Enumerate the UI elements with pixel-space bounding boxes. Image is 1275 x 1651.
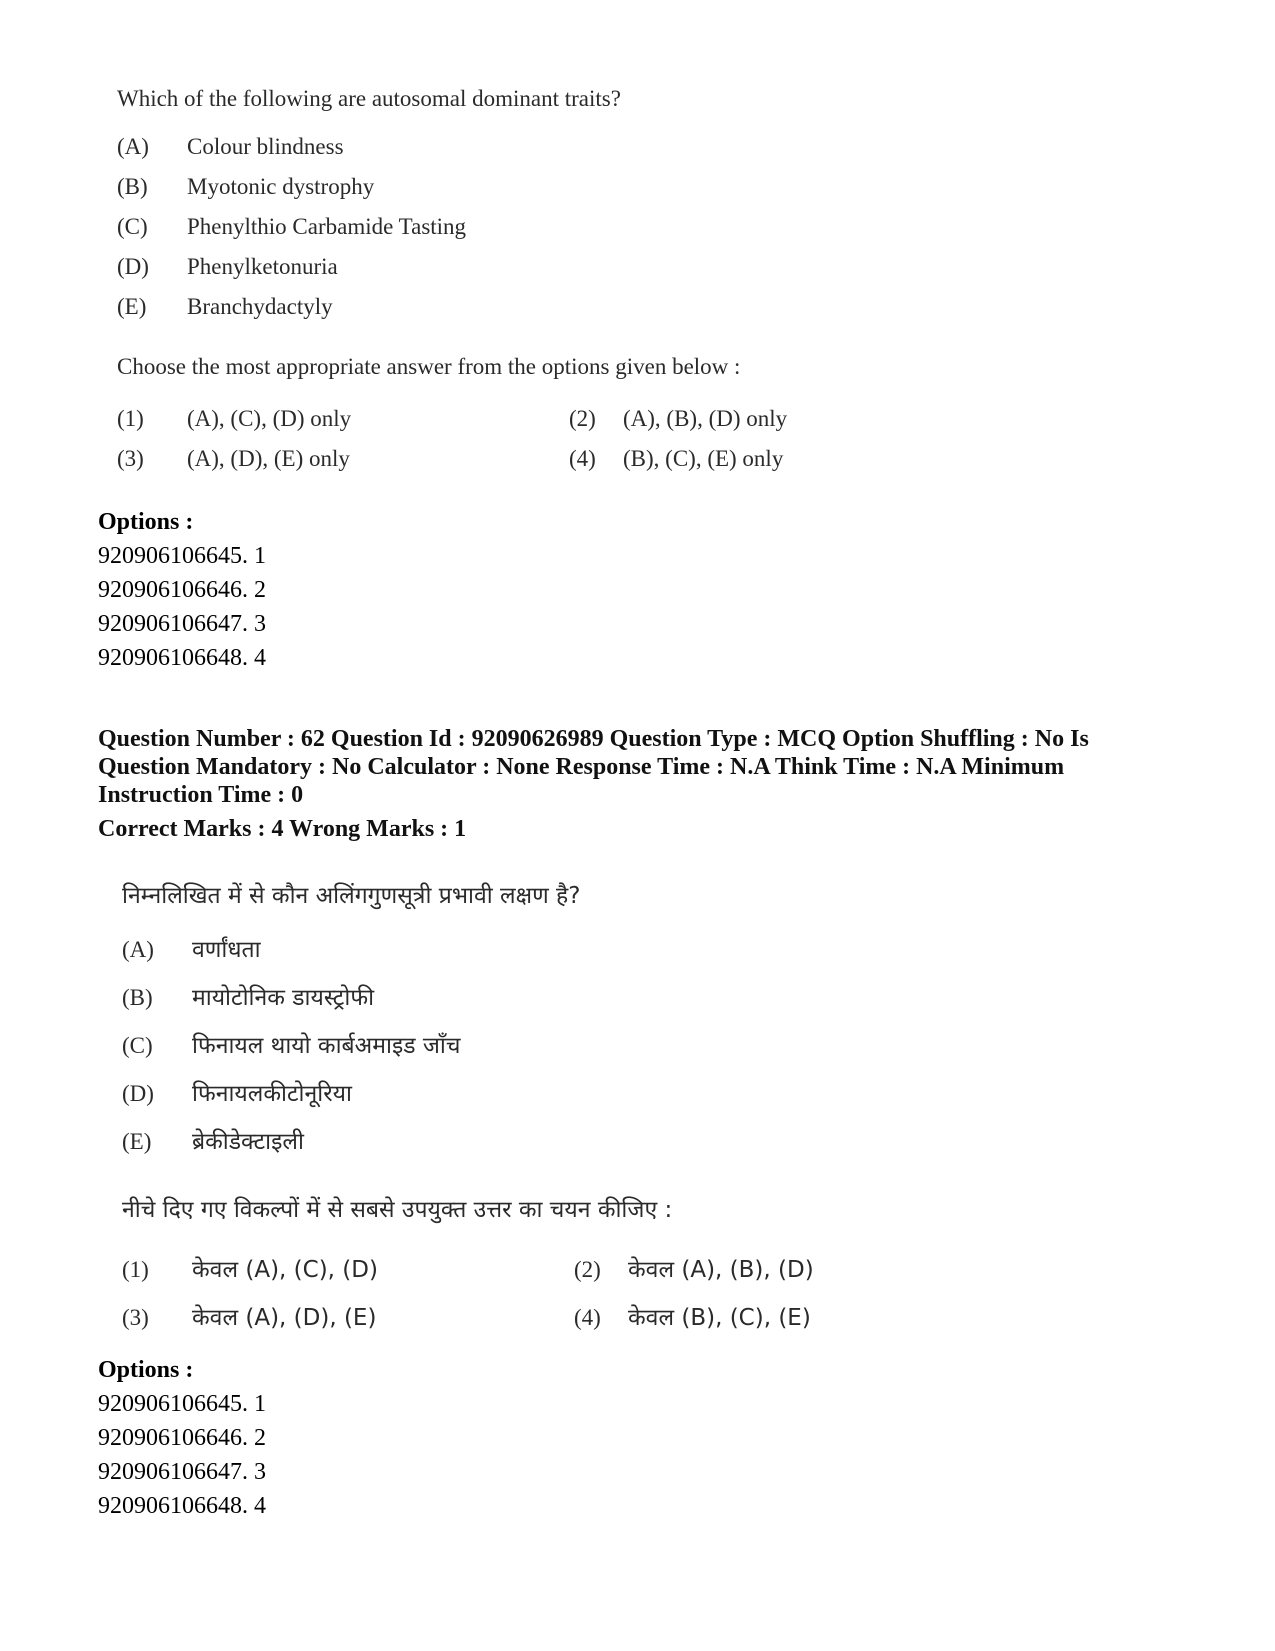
choose-instruction: नीचे दिए गए विकल्पों में से सबसे उपयुक्त उत्तर का चयन कीजिए : (122, 1197, 673, 1223)
answer-choice-1 (117, 406, 351, 432)
statement-label: (C) (117, 214, 148, 239)
answer-label: (1) (122, 1257, 149, 1282)
option-id-1: 920906106645. 1 (98, 1391, 266, 1417)
answer-choice-3 (122, 1300, 376, 1332)
answer-choice-4 (574, 1300, 811, 1332)
answer-choice-2 (574, 1252, 814, 1284)
statement-d (122, 1076, 352, 1108)
answer-text: केवल (A), (D), (E) (192, 1305, 377, 1331)
question-stem: Which of the following are autosomal dominant traits? (117, 86, 621, 111)
option-id-3: 920906106647. 3 (98, 611, 266, 637)
question-62-meta (98, 725, 1178, 843)
statement-text: फिनायलकीटोनूरिया (192, 1081, 352, 1107)
statement-text: ब्रेकीडेक्टाइली (192, 1129, 304, 1155)
marks-line: Correct Marks : 4 Wrong Marks : 1 (98, 816, 467, 842)
answer-text: (A), (C), (D) only (187, 406, 352, 431)
answer-text: केवल (B), (C), (E) (628, 1305, 811, 1331)
statement-label: (C) (122, 1033, 153, 1058)
statement-text: Myotonic dystrophy (187, 174, 375, 199)
answer-choice-4 (569, 446, 783, 472)
statement-a (117, 134, 344, 160)
option-id-4: 920906106648. 4 (98, 645, 266, 671)
statement-text: Phenylthio Carbamide Tasting (187, 214, 467, 239)
answer-label: (1) (117, 406, 144, 431)
answer-choice-2 (569, 406, 787, 432)
statement-label: (A) (122, 937, 154, 962)
answer-label: (3) (117, 446, 144, 471)
options-list-q62 (98, 1353, 266, 1523)
statement-text: फिनायल थायो कार्बअमाइड जाँच (192, 1033, 461, 1059)
answer-text: केवल (A), (C), (D) (192, 1257, 378, 1283)
question-stem: निम्नलिखित में से कौन अलिंगगुणसूत्री प्रभावी लक्षण है? (122, 883, 581, 909)
question-meta-line: Question Number : 62 Question Id : 92090626989 Question Type : MCQ Option Shuffling : No Is Question Mandatory : No Calculator : None Response Time : N.A Think Time : N.A Minimum Instruction Time : 0 (98, 726, 1089, 808)
statement-label: (B) (122, 985, 153, 1010)
statement-e (122, 1124, 304, 1156)
statement-b (122, 980, 374, 1012)
statement-label: (A) (117, 134, 149, 159)
answer-text: (A), (B), (D) only (623, 406, 788, 431)
option-id-2: 920906106646. 2 (98, 577, 266, 603)
answer-label: (4) (569, 446, 596, 471)
statement-label: (E) (117, 294, 147, 319)
statement-text: मायोटोनिक डायस्ट्रोफी (192, 985, 375, 1011)
answer-label: (2) (574, 1257, 601, 1282)
statement-b (117, 174, 374, 200)
statement-c (117, 214, 466, 240)
statement-text: वर्णांधता (192, 937, 261, 963)
statement-text: Phenylketonuria (187, 254, 338, 279)
statement-label: (D) (117, 254, 149, 279)
statement-label: (B) (117, 174, 148, 199)
option-id-4: 920906106648. 4 (98, 1493, 266, 1519)
statement-text: Branchydactyly (187, 294, 333, 319)
statement-label: (D) (122, 1081, 154, 1106)
option-id-3: 920906106647. 3 (98, 1459, 266, 1485)
answer-text: केवल (A), (B), (D) (628, 1257, 814, 1283)
statement-c (122, 1028, 461, 1060)
answer-text: (B), (C), (E) only (623, 446, 784, 471)
choose-instruction: Choose the most appropriate answer from the options given below : (117, 354, 741, 379)
option-id-1: 920906106645. 1 (98, 543, 266, 569)
answer-text: (A), (D), (E) only (187, 446, 350, 471)
answer-label: (2) (569, 406, 596, 431)
answer-label: (4) (574, 1305, 601, 1330)
statement-text: Colour blindness (187, 134, 344, 159)
answer-label: (3) (122, 1305, 149, 1330)
statement-label: (E) (122, 1129, 152, 1154)
answer-choice-3 (117, 446, 350, 472)
statement-d (117, 254, 338, 280)
answer-choice-1 (122, 1252, 378, 1284)
option-id-2: 920906106646. 2 (98, 1425, 266, 1451)
options-heading: Options : (98, 1357, 194, 1383)
options-heading: Options : (98, 509, 194, 535)
options-list-q61 (98, 505, 266, 675)
statement-e (117, 294, 333, 320)
statement-a (122, 932, 261, 964)
